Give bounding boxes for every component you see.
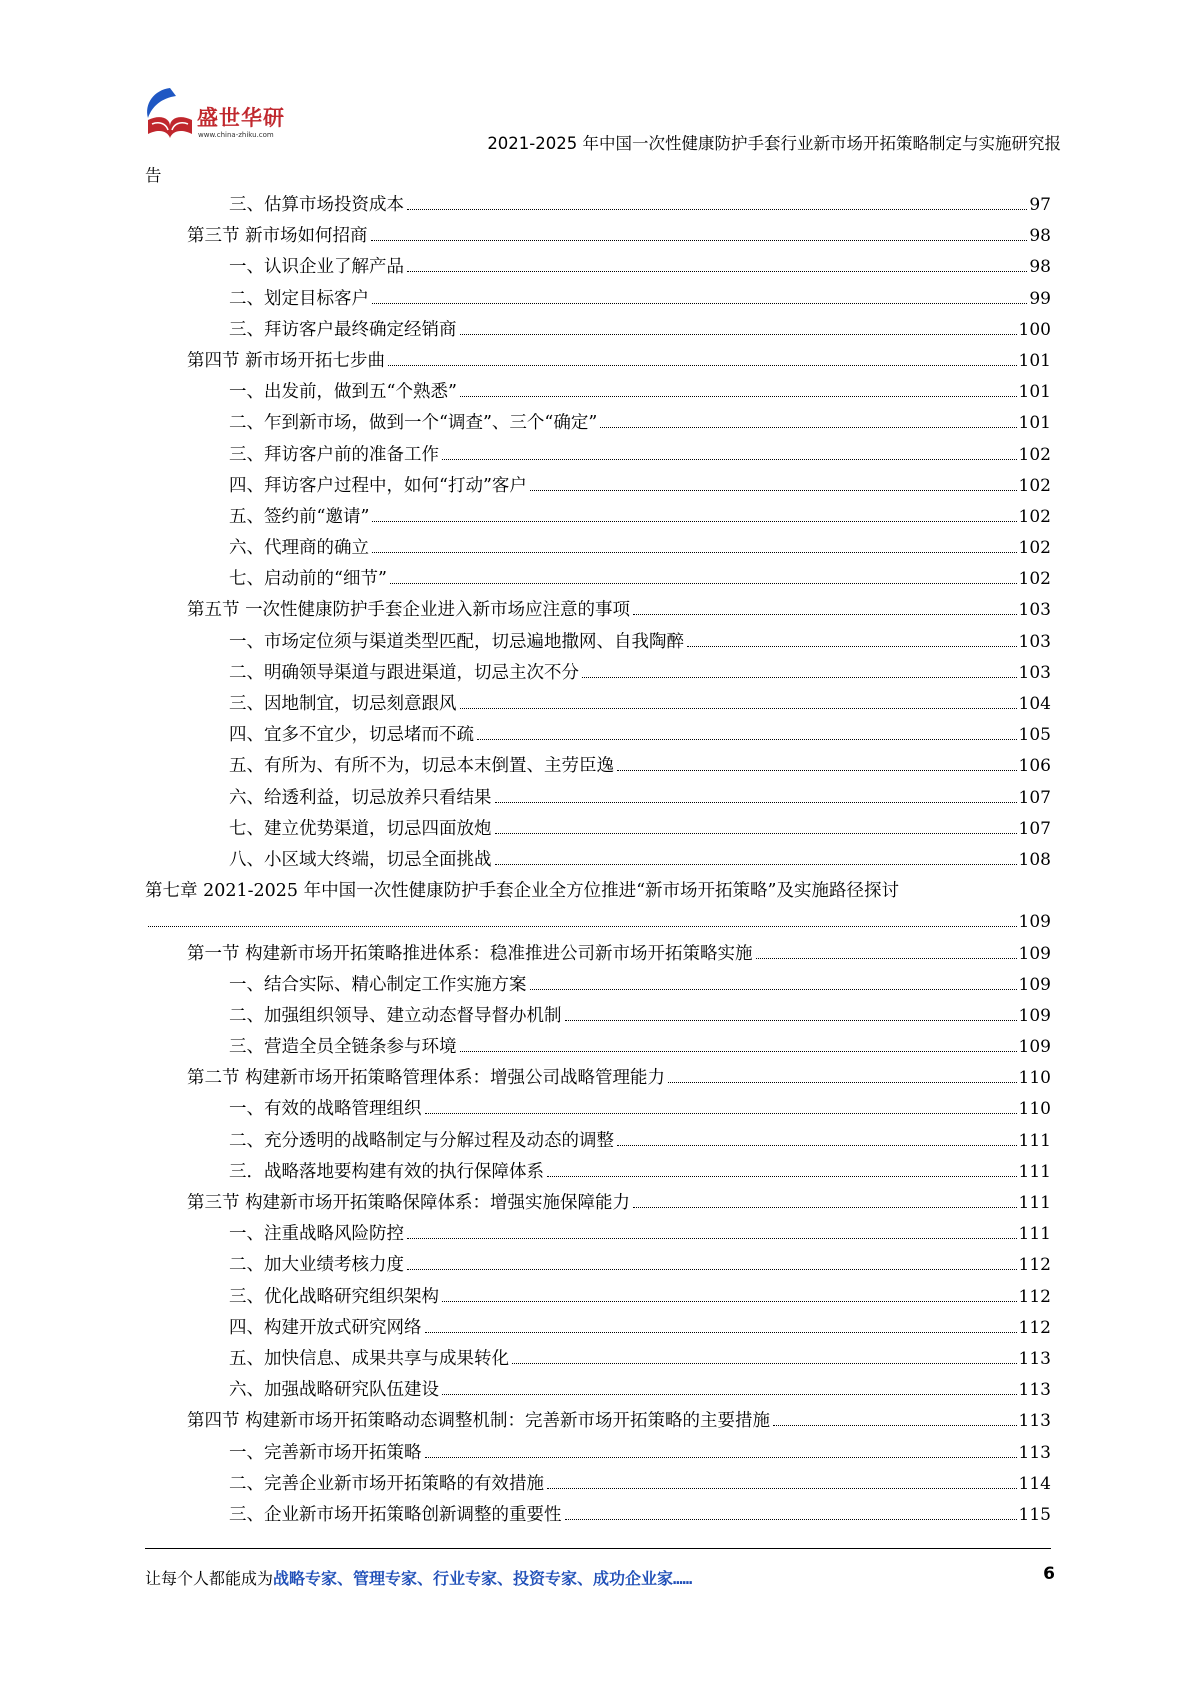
- toc-page-number: 110: [1018, 1099, 1051, 1120]
- toc-leader-dots: [617, 1145, 1017, 1146]
- toc-entry[interactable]: [145, 814, 1051, 845]
- toc-page-number: 101: [1018, 350, 1051, 371]
- toc-entry[interactable]: [145, 502, 1051, 533]
- toc-leader-dots: [668, 1082, 1016, 1083]
- toc-leader-dots: [687, 646, 1017, 647]
- toc-page-number: 102: [1018, 444, 1051, 465]
- toc-leader-dots: [756, 958, 1017, 959]
- toc-entry-text: 第七章 2021-2025 年中国一次性健康防护手套企业全方位推进“新市场开拓策略”及实施路径探讨: [145, 881, 900, 902]
- toc-entry[interactable]: [145, 284, 1051, 315]
- toc-entry[interactable]: [145, 408, 1051, 439]
- toc-entry-text: 四、拜访客户过程中，如何“打动”客户: [229, 475, 527, 496]
- toc-entry[interactable]: [145, 1001, 1051, 1032]
- toc-entry[interactable]: [145, 1313, 1051, 1344]
- toc-entry-text: 一、市场定位须与渠道类型匹配，切忌遍地撒网、自我陶醉: [229, 631, 684, 652]
- toc-leader-dots: [407, 209, 1027, 210]
- footer-divider: [145, 1548, 1051, 1549]
- toc-leader-dots: [390, 583, 1017, 584]
- title-line-2: 告: [145, 166, 162, 185]
- toc-leader-dots: [425, 1332, 1017, 1333]
- toc-entry[interactable]: [145, 627, 1051, 658]
- toc-entry-text: 二、加大业绩考核力度: [229, 1255, 404, 1276]
- toc-page-number: 102: [1018, 569, 1051, 590]
- toc-entry[interactable]: [145, 1375, 1051, 1406]
- toc-entry-text: 一、完善新市场开拓策略: [229, 1442, 422, 1463]
- toc-page-number: 102: [1018, 506, 1051, 527]
- toc-entry[interactable]: [145, 1157, 1051, 1188]
- toc-leader-dots: [148, 926, 1017, 927]
- toc-entry-text: 第四节 构建新市场开拓策略动态调整机制：完善新市场开拓策略的主要措施: [187, 1411, 771, 1432]
- toc-entry-text: 三、拜访客户前的准备工作: [229, 444, 439, 465]
- toc-page-number: 99: [1029, 288, 1051, 309]
- toc-entry[interactable]: [145, 1032, 1051, 1063]
- toc-entry-text: 三、营造全员全链条参与环境: [229, 1037, 457, 1058]
- toc-entry[interactable]: [145, 315, 1051, 346]
- toc-entry-text: 二、划定目标客户: [229, 288, 369, 309]
- toc-leader-dots: [460, 396, 1017, 397]
- toc-leader-dots: [460, 708, 1017, 709]
- toc-page-number: 107: [1018, 818, 1051, 839]
- toc-page-number: 102: [1018, 538, 1051, 559]
- toc-leader-dots: [425, 1457, 1017, 1458]
- toc-entry[interactable]: [145, 252, 1051, 283]
- toc-entry-text: 八、小区域大终端，切忌全面挑战: [229, 849, 492, 870]
- toc-leader-dots: [460, 1051, 1017, 1052]
- toc-leader-dots: [633, 1207, 1016, 1208]
- toc-entry-text: 六、代理商的确立: [229, 538, 369, 559]
- toc-leader-dots: [477, 739, 1017, 740]
- toc-entry-text: 四、宜多不宜少，切忌堵而不疏: [229, 725, 474, 746]
- toc-leader-dots: [512, 1363, 1017, 1364]
- toc-leader-dots: [495, 833, 1017, 834]
- footer-slogan-accent: 战略专家、管理专家、行业专家、投资专家、成功企业家……: [273, 1569, 693, 1588]
- toc-page-number: 113: [1018, 1411, 1051, 1432]
- toc-page-number: 101: [1018, 413, 1051, 434]
- toc-entry[interactable]: [145, 1406, 1051, 1437]
- toc-entry[interactable]: [145, 221, 1051, 252]
- toc-page-number: 115: [1018, 1504, 1051, 1525]
- toc-entry-text: 二、完善企业新市场开拓策略的有效措施: [229, 1473, 544, 1494]
- toc-page-number: 105: [1018, 725, 1051, 746]
- toc-entry[interactable]: [145, 1469, 1051, 1500]
- toc-entry-text: 五、加快信息、成果共享与成果转化: [229, 1348, 509, 1369]
- toc-page-number: 103: [1018, 662, 1051, 683]
- toc-leader-dots: [372, 303, 1027, 304]
- document-title: [145, 128, 1061, 192]
- footer-slogan: [145, 1566, 692, 1589]
- logo-name: 盛世华研: [197, 106, 285, 130]
- toc-leader-dots: [633, 614, 1016, 615]
- table-of-contents: [145, 190, 1051, 1531]
- toc-leader-dots: [495, 802, 1017, 803]
- toc-entry-text: 第三节 新市场如何招商: [187, 226, 368, 247]
- toc-entry[interactable]: [145, 595, 1051, 626]
- toc-entry[interactable]: [145, 1344, 1051, 1375]
- toc-entry-text: 三．战略落地要构建有效的执行保障体系: [229, 1161, 544, 1182]
- toc-page-number: 102: [1018, 475, 1051, 496]
- toc-entry-text: 一、认识企业了解产品: [229, 257, 404, 278]
- toc-entry-text: 一、注重战略风险防控: [229, 1224, 404, 1245]
- toc-entry[interactable]: [145, 1282, 1051, 1313]
- toc-leader-dots: [565, 1519, 1017, 1520]
- toc-entry[interactable]: [145, 1094, 1051, 1125]
- toc-entry[interactable]: [145, 564, 1051, 595]
- toc-page-number: 110: [1018, 1068, 1051, 1089]
- toc-entry[interactable]: [145, 751, 1051, 782]
- toc-entry-text: 七、建立优势渠道，切忌四面放炮: [229, 818, 492, 839]
- toc-page-number: 106: [1018, 756, 1051, 777]
- toc-leader-dots: [388, 365, 1016, 366]
- toc-entry[interactable]: [145, 939, 1051, 970]
- toc-leader-dots: [442, 1301, 1017, 1302]
- toc-page-number: 103: [1018, 600, 1051, 621]
- toc-page-number: 107: [1018, 787, 1051, 808]
- toc-page-number: 113: [1018, 1380, 1051, 1401]
- toc-page-number: 101: [1018, 382, 1051, 403]
- toc-entry[interactable]: [145, 1126, 1051, 1157]
- toc-entry[interactable]: [145, 1188, 1051, 1219]
- toc-page-number: 97: [1029, 195, 1051, 215]
- toc-page-number: 114: [1018, 1473, 1051, 1494]
- toc-entry[interactable]: [145, 377, 1051, 408]
- toc-entry[interactable]: [145, 346, 1051, 377]
- toc-page-number: 111: [1018, 1130, 1051, 1151]
- toc-entry-text: 一、结合实际、精心制定工作实施方案: [229, 974, 527, 995]
- toc-page-number: 111: [1018, 1161, 1051, 1182]
- logo-url: www.china-zhiku.com: [198, 131, 274, 139]
- toc-entry[interactable]: [145, 533, 1051, 564]
- toc-leader-dots: [530, 989, 1017, 990]
- toc-page-number: 104: [1018, 694, 1051, 714]
- toc-leader-dots: [371, 240, 1028, 241]
- toc-leader-dots: [425, 1113, 1017, 1114]
- toc-entry-text: 五、签约前“邀请”: [229, 506, 370, 527]
- toc-entry-text: 第三节 构建新市场开拓策略保障体系：增强实施保障能力: [187, 1193, 631, 1213]
- toc-entry-text: 二、加强组织领导、建立动态督导督办机制: [229, 1005, 562, 1026]
- toc-leader-dots: [372, 552, 1017, 553]
- toc-page-number: 109: [1018, 912, 1051, 933]
- toc-entry-text: 第四节 新市场开拓七步曲: [187, 350, 386, 371]
- toc-page-number: 98: [1029, 257, 1051, 278]
- toc-page-number: 112: [1018, 1255, 1051, 1276]
- toc-leader-dots: [407, 1269, 1017, 1270]
- toc-page-number: 109: [1018, 1005, 1051, 1026]
- toc-entry-text: 一、有效的战略管理组织: [229, 1099, 422, 1120]
- toc-entry[interactable]: [145, 783, 1051, 814]
- toc-leader-dots: [547, 1176, 1017, 1177]
- toc-entry-text: 六、给透利益，切忌放养只看结果: [229, 787, 492, 808]
- toc-leader-dots: [565, 1020, 1017, 1021]
- toc-entry-text: 三、拜访客户最终确定经销商: [229, 319, 457, 340]
- toc-page-number: 112: [1018, 1317, 1051, 1338]
- toc-entry[interactable]: [145, 1500, 1051, 1531]
- toc-leader-dots: [495, 864, 1017, 865]
- toc-entry-text: 一、出发前，做到五“个熟悉”: [229, 382, 457, 403]
- toc-leader-dots: [547, 1488, 1017, 1489]
- toc-page-number: 111: [1018, 1224, 1051, 1245]
- toc-page-number: 109: [1018, 943, 1051, 964]
- toc-page-number: 112: [1018, 1286, 1051, 1307]
- toc-entry-text: 三、因地制宜，切忌刻意跟风: [229, 694, 457, 714]
- toc-entry-text: 二、乍到新市场，做到一个“调查”、三个“确定”: [229, 413, 598, 434]
- toc-page-number: 113: [1018, 1348, 1051, 1369]
- toc-leader-dots: [407, 271, 1027, 272]
- toc-page-number: 109: [1018, 1037, 1051, 1058]
- toc-entry[interactable]: [145, 845, 1051, 876]
- toc-leader-dots: [442, 1394, 1017, 1395]
- toc-entry-text: 三、优化战略研究组织架构: [229, 1286, 439, 1307]
- toc-entry[interactable]: [145, 440, 1051, 471]
- toc-entry[interactable]: [145, 689, 1051, 720]
- toc-entry[interactable]: [145, 1438, 1051, 1469]
- page-number: 6: [1043, 1564, 1055, 1584]
- title-line-1: 2021-2025 年中国一次性健康防护手套行业新市场开拓策略制定与实施研究报: [487, 134, 1061, 153]
- toc-page-number: 113: [1018, 1442, 1051, 1463]
- toc-entry[interactable]: [145, 720, 1051, 751]
- toc-entry-text: 六、加强战略研究队伍建设: [229, 1380, 439, 1401]
- toc-chapter-7-page-row[interactable]: [145, 907, 1051, 938]
- toc-page-number: 109: [1018, 974, 1051, 995]
- toc-page-number: 108: [1018, 849, 1051, 870]
- toc-entry-text: 五、有所为、有所不为，切忌本末倒置、主劳臣逸: [229, 756, 614, 777]
- toc-leader-dots: [442, 459, 1017, 460]
- toc-page-number: 103: [1018, 631, 1051, 652]
- toc-leader-dots: [617, 770, 1017, 771]
- toc-page-number: 111: [1018, 1193, 1051, 1213]
- toc-page-number: 100: [1018, 319, 1051, 340]
- footer-slogan-prefix: 让每个人都能成为: [145, 1569, 274, 1588]
- toc-entry[interactable]: [145, 1219, 1051, 1250]
- toc-entry[interactable]: [145, 1063, 1051, 1094]
- toc-leader-dots: [460, 334, 1017, 335]
- toc-chapter-7[interactable]: [145, 876, 1051, 907]
- toc-entry[interactable]: [145, 658, 1051, 689]
- toc-leader-dots: [372, 521, 1016, 522]
- toc-entry-text: 三、企业新市场开拓策略创新调整的重要性: [229, 1504, 562, 1525]
- toc-entry-text: 四、构建开放式研究网络: [229, 1317, 422, 1338]
- toc-page-number: 98: [1029, 226, 1051, 247]
- toc-leader-dots: [600, 427, 1016, 428]
- toc-entry[interactable]: [145, 471, 1051, 502]
- toc-entry[interactable]: [145, 970, 1051, 1001]
- toc-entry-text: 第一节 构建新市场开拓策略推进体系：稳准推进公司新市场开拓策略实施: [187, 943, 753, 964]
- toc-entry-text: 第二节 构建新市场开拓策略管理体系：增强公司战略管理能力: [187, 1068, 666, 1089]
- toc-entry-text: 二、充分透明的战略制定与分解过程及动态的调整: [229, 1130, 614, 1151]
- toc-entry[interactable]: [145, 190, 1051, 221]
- toc-entry-text: 二、明确领导渠道与跟进渠道，切忌主次不分: [229, 662, 579, 683]
- toc-leader-dots: [530, 490, 1017, 491]
- toc-leader-dots: [582, 677, 1017, 678]
- toc-entry-text: 七、启动前的“细节”: [229, 569, 387, 590]
- toc-leader-dots: [407, 1238, 1017, 1239]
- toc-leader-dots: [773, 1425, 1016, 1426]
- toc-entry[interactable]: [145, 1250, 1051, 1281]
- toc-entry-text: 第五节 一次性健康防护手套企业进入新市场应注意的事项: [187, 600, 631, 621]
- toc-entry-text: 三、估算市场投资成本: [229, 195, 404, 215]
